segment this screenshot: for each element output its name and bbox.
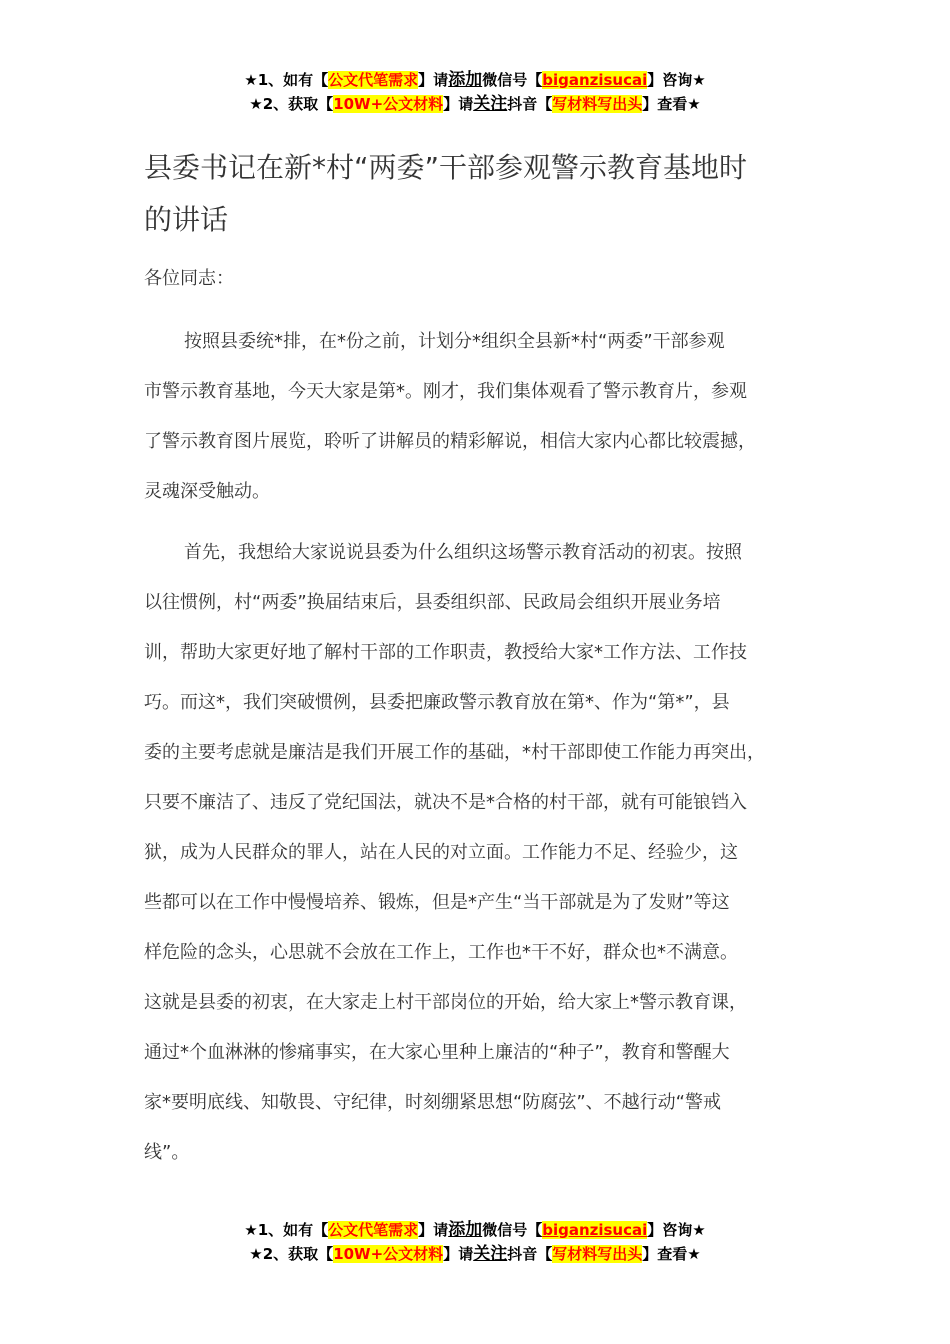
paragraph-line: 狱，成为人民群众的罪人，站在人民的对立面。工作能力不足、经验少，这 [144, 842, 738, 863]
paragraph-line: 以往惯例，村“两委”换届结束后，县委组织部、民政局会组织开展业务培 [144, 592, 721, 613]
banner-highlight-materials: 10W+公文材料 [333, 1245, 444, 1263]
banner-wechat-id-link[interactable]: biganzisucai [542, 1221, 648, 1239]
banner-highlight-douyin: 写材料写出头 [552, 95, 643, 113]
banner-line-2-mid: 】请 [443, 95, 474, 113]
paragraph-line: 些都可以在工作中慢慢培养、锻炼，但是*产生“当干部就是为了发财”等这 [144, 892, 730, 913]
paragraph-line: 巧。而这*，我们突破惯例，县委把廉政警示教育放在第*、作为“第*”，县 [144, 692, 730, 713]
document-title [144, 142, 824, 246]
paragraph-line: 这就是县委的初衷，在大家走上村干部岗位的开始，给大家上*警示教育课， [144, 992, 747, 1013]
paragraph-line: 通过*个血淋淋的惨痛事实，在大家心里种上廉洁的“种子”，教育和警醒大 [144, 1042, 730, 1063]
title-line: 的讲话 [144, 203, 229, 236]
paragraph-line: 家*要明底线、知敬畏、守纪律，时刻绷紧思想“防腐弦”、不越行动“警戒 [144, 1092, 721, 1113]
banner-line-2-prefix: ★2、获取【 [249, 95, 334, 113]
greeting: 各位同志： [144, 268, 234, 289]
banner-line-2-suffix: 】查看★ [642, 1245, 701, 1263]
paragraph-line: 市警示教育基地，今天大家是第*。刚才，我们集体观看了警示教育片，参观 [144, 381, 747, 402]
banner-line-1-mid: 】请 [418, 1221, 449, 1239]
paragraph-line: 按照县委统*排，在*份之前，计划分*组织全县新*村“两委”干部参观 [184, 331, 725, 352]
banner-emphasis-follow: 关注 [473, 94, 508, 114]
banner-highlight-service: 公文代笔需求 [328, 71, 419, 89]
paragraph-line: 样危险的念头，心思就不会放在工作上，工作也*干不好，群众也*不满意。 [144, 942, 738, 963]
banner-line-1 [0, 68, 950, 92]
paragraph-line: 训，帮助大家更好地了解村干部的工作职责，教授给大家*工作方法、工作技 [144, 642, 747, 663]
banner-line-1-mid2: 微信号【 [482, 1221, 543, 1239]
banner-highlight-materials: 10W+公文材料 [333, 95, 444, 113]
header-banner [0, 68, 950, 116]
banner-line-2-mid2: 抖音【 [507, 1245, 553, 1263]
banner-line-1-mid2: 微信号【 [482, 71, 543, 89]
banner-line-1-suffix: 】咨询★ [647, 71, 706, 89]
banner-line-2 [0, 92, 950, 116]
footer-banner [0, 1218, 950, 1266]
banner-line-2-mid2: 抖音【 [507, 95, 553, 113]
paragraph-line: 委的主要考虑就是廉洁是我们开展工作的基础，*村干部即使工作能力再突出， [144, 742, 765, 763]
banner-emphasis-follow: 关注 [473, 1244, 508, 1264]
paragraph-line: 首先，我想给大家说说县委为什么组织这场警示教育活动的初衷。按照 [184, 542, 742, 563]
banner-emphasis-add: 添加 [448, 70, 483, 90]
paragraph-line: 只要不廉洁了、违反了党纪国法，就决不是*合格的村干部，就有可能锒铛入 [144, 792, 747, 813]
banner-highlight-service: 公文代笔需求 [328, 1221, 419, 1239]
banner-highlight-douyin: 写材料写出头 [552, 1245, 643, 1263]
banner-line-1-prefix: ★1、如有【 [244, 1221, 329, 1239]
banner-wechat-id-link[interactable]: biganzisucai [542, 71, 648, 89]
paragraph-line: 灵魂深受触动。 [144, 481, 270, 502]
paragraph-1 [144, 317, 830, 517]
paragraph-2 [144, 528, 830, 1178]
paragraph-line: 线”。 [144, 1142, 190, 1163]
banner-line-1-mid: 】请 [418, 71, 449, 89]
banner-line-2 [0, 1242, 950, 1266]
banner-line-2-prefix: ★2、获取【 [249, 1245, 334, 1263]
banner-line-1-prefix: ★1、如有【 [244, 71, 329, 89]
paragraph-line: 了警示教育图片展览，聆听了讲解员的精彩解说，相信大家内心都比较震撼， [144, 431, 756, 452]
banner-emphasis-add: 添加 [448, 1220, 483, 1240]
banner-line-2-suffix: 】查看★ [642, 95, 701, 113]
banner-line-2-mid: 】请 [443, 1245, 474, 1263]
title-line: 县委书记在新*村“两委”干部参观警示教育基地时 [144, 151, 748, 184]
banner-line-1-suffix: 】咨询★ [647, 1221, 706, 1239]
banner-line-1 [0, 1218, 950, 1242]
